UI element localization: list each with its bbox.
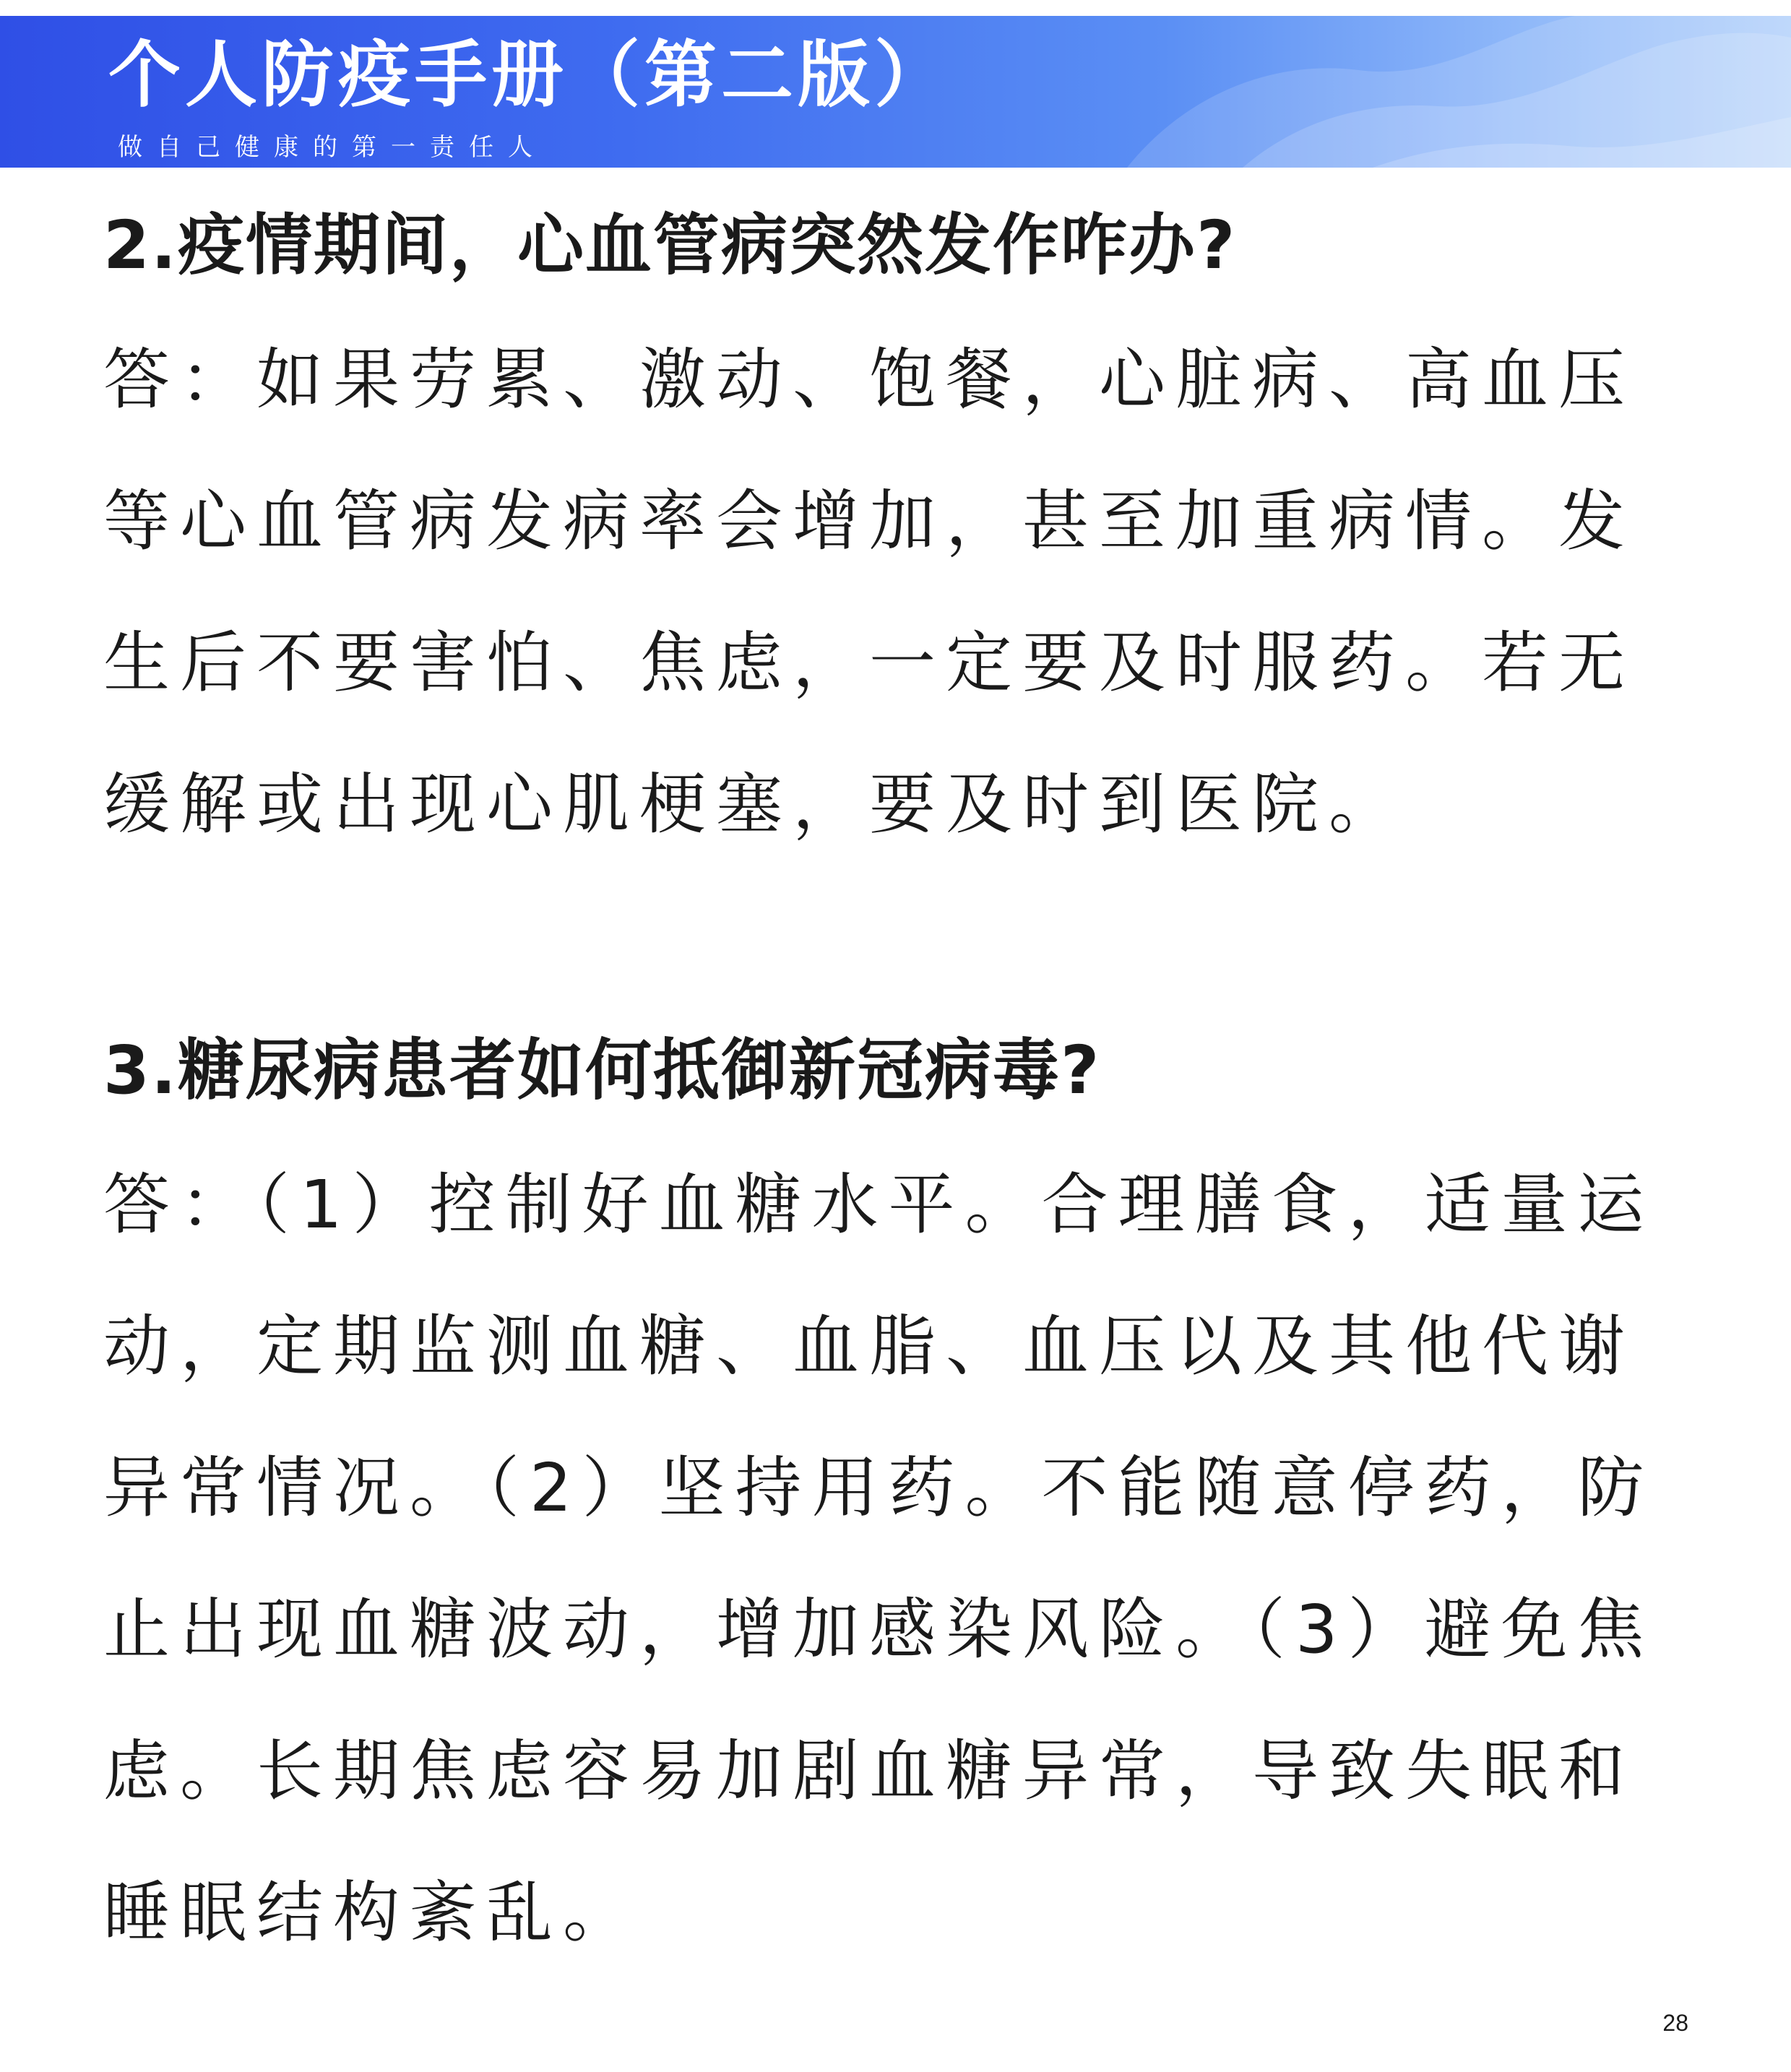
- header-banner: [0, 16, 1791, 168]
- question-heading: 3.糖尿病患者如何抵御新冠病毒?: [103, 1032, 1101, 1109]
- page-number: 28: [1662, 2010, 1688, 2036]
- header-title: 个人防疫手册（第二版）: [108, 33, 951, 117]
- qa-item: [103, 1020, 1671, 1984]
- qa-item: [103, 195, 1671, 876]
- qa-content: [103, 195, 1671, 1984]
- answer-text: 答：如果劳累、激动、饱餐，心脏病、高血压等心血管病发病率会增加，甚至加重病情。发生后不要害怕、焦虑，一定要及时服药。若无缓解或出现心肌梗塞，要及时到医院。: [103, 341, 1636, 843]
- header-subtitle: 做自己健康的第一责任人: [118, 133, 547, 162]
- answer-text: 答：（1）控制好血糖水平。合理膳食，适量运动，定期监测血糖、血脂、血压以及其他代谢异常情况。（2）坚持用药。不能随意停药，防止出现血糖波动，增加感染风险。（3）避免焦虑。长期焦虑容易加剧血糖异常，导致失眠和睡眠结构紊乱。: [103, 1166, 1654, 1951]
- question-heading: 2.疫情期间，心血管病突然发作咋办?: [103, 207, 1237, 284]
